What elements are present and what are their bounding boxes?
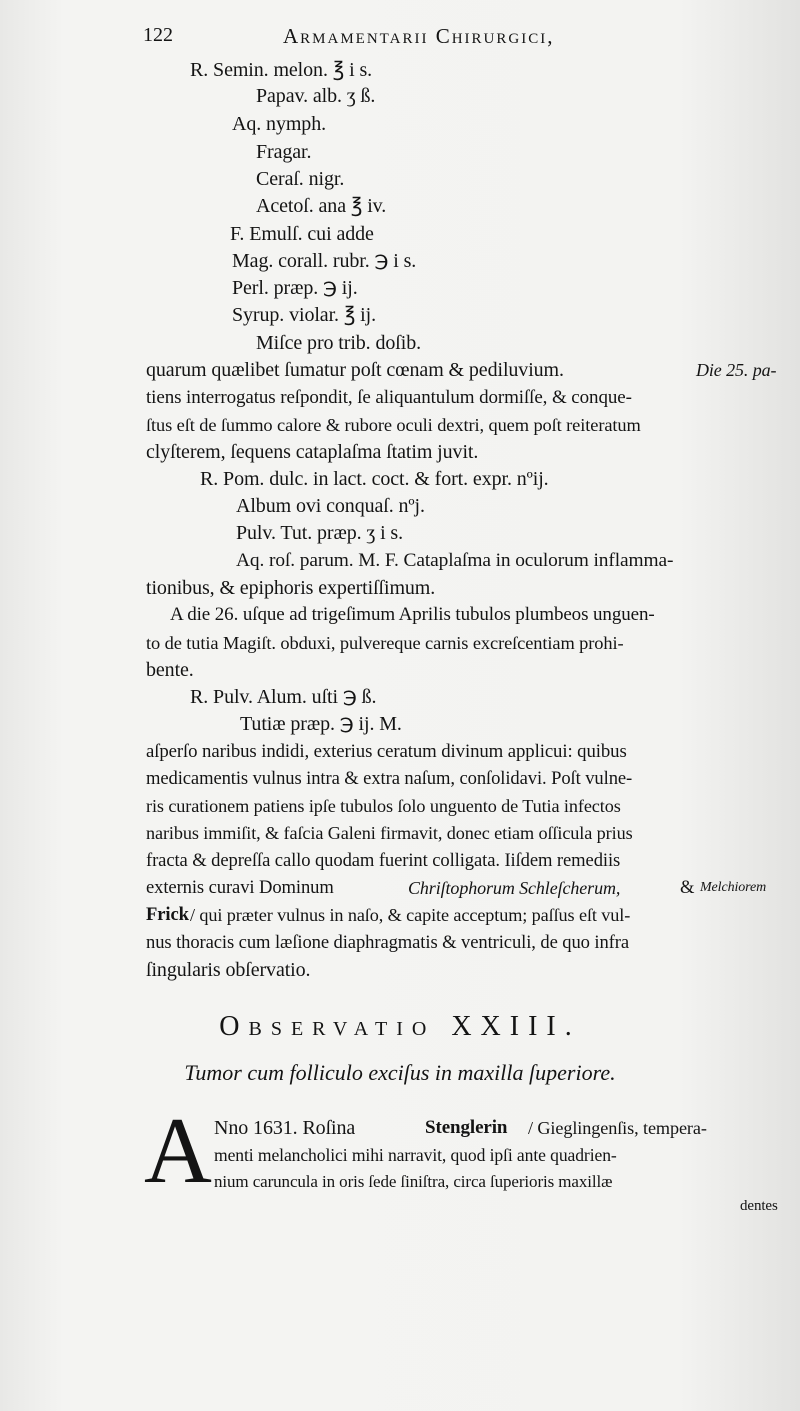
- text-line: quarum quælibet ſumatur poſt cœnam & pediluvium.: [146, 359, 564, 381]
- text-line: to de tutia Magiſt. obduxi, pulvereque carnis excreſcentiam prohi-: [146, 633, 624, 653]
- running-title: Armamentarii Chirurgici,: [283, 24, 555, 48]
- recipe-line: R. Pom. dulc. in lact. coct. & fort. expr. nºij.: [200, 468, 549, 490]
- recipe-line: Syrup. violar. ℥ ij.: [232, 304, 376, 326]
- text-line: &: [680, 877, 695, 898]
- text-line: menti melancholici mihi narravit, quod ipſi ante quadrien-: [214, 1145, 617, 1165]
- recipe-line: Tutiæ præp. ℈ ij. M.: [240, 713, 402, 735]
- text-line: naribus immiſit, & faſcia Galeni firmavit, donec etiam oſſicula prius: [146, 823, 633, 843]
- recipe-line: Perl. præp. ℈ ij.: [232, 277, 358, 299]
- recipe-line: Aq. nymph.: [232, 113, 327, 135]
- recipe-line: Acetoſ. ana ℥ iv.: [256, 195, 387, 217]
- text-line: aſperſo naribus indidi, exterius ceratum divinum applicui: quibus: [146, 741, 627, 762]
- text-line: ſingularis obſervatio.: [146, 959, 311, 981]
- observation-subtitle: Tumor cum folliculo exciſus in maxilla ſuperiore.: [184, 1060, 616, 1085]
- text-line: nium caruncula in oris ſede ſiniſtra, circa ſuperioris maxillæ: [214, 1172, 613, 1191]
- page-number: 122: [143, 24, 173, 46]
- text-line: medicamentis vulnus intra & extra naſum, conſolidavi. Poſt vulne-: [146, 768, 633, 789]
- person-name-blackletter: Frick: [146, 904, 189, 925]
- text-line: A die 26. uſque ad trigeſimum Aprilis tubulos plumbeos unguen-: [170, 604, 655, 625]
- catchword: dentes: [740, 1198, 778, 1214]
- recipe-line: Mag. corall. rubr. ℈ i s.: [232, 250, 417, 272]
- text-line: tiens interrogatus reſpondit, ſe aliquantulum dormiſſe, & conque-: [146, 387, 632, 408]
- person-name: Melchiorem: [700, 880, 767, 895]
- bleed-through-texture: [560, 80, 780, 580]
- recipe-line: Ceraſ. nigr.: [256, 168, 345, 190]
- recipe-line: R. Pulv. Alum. uſti ℈ ß.: [190, 686, 377, 708]
- text-line: bente.: [146, 659, 194, 681]
- text-line: / Gieglingenſis, tempera-: [528, 1118, 707, 1138]
- text-line: nus thoracis cum læſione diaphragmatis & ventriculi, de quo infra: [146, 932, 630, 953]
- recipe-line: R. Semin. melon. ℥ i s.: [190, 59, 373, 81]
- person-name-blackletter: Stenglerin: [425, 1117, 508, 1138]
- drop-cap: A: [144, 1099, 212, 1203]
- person-name: Chriſtophorum Schleſcherum,: [408, 878, 621, 898]
- recipe-line: Pulv. Tut. præp. ʒ i s.: [236, 522, 404, 544]
- text-line: ris curationem patiens ipſe tubulos ſolo unguento de Tutia infectos: [146, 796, 621, 816]
- recipe-line: Album ovi conquaſ. nºj.: [236, 495, 425, 517]
- text-line-date: Die 25. pa-: [696, 360, 777, 380]
- recipe-line: Aq. roſ. parum. M. F. Cataplaſma in oculorum inflamma-: [236, 550, 674, 571]
- recipe-line: Papav. alb. ʒ ß.: [256, 85, 376, 107]
- text-line: Nno 1631. Roſina: [214, 1117, 356, 1139]
- recipe-line: Fragar.: [256, 141, 312, 163]
- text-line: ſtus eſt de ſummo calore & rubore oculi dextri, quem poſt reiteratum: [146, 415, 641, 435]
- observation-heading: Observatio XXIII.: [219, 1011, 581, 1042]
- text-line: / qui præter vulnus in naſo, & capite acceptum; paſſus eſt vul-: [190, 905, 631, 925]
- text-line: externis curavi Dominum: [146, 877, 334, 898]
- text-line: fracta & depreſſa callo quodam fuerint colligata. Iiſdem remediis: [146, 850, 621, 871]
- recipe-line: tionibus, & epiphoris expertiſſimum.: [146, 577, 436, 599]
- recipe-line: Miſce pro trib. doſib.: [256, 332, 421, 354]
- text-line: clyſterem, ſequens cataplaſma ſtatim juvit.: [146, 441, 479, 463]
- recipe-line: F. Emulſ. cui adde: [230, 223, 374, 245]
